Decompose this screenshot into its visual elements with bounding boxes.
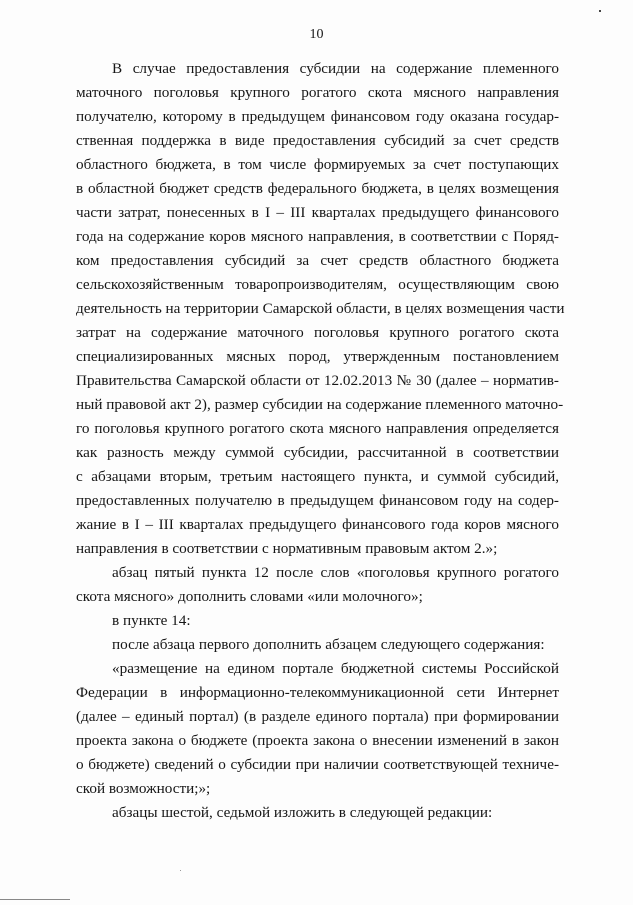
- text-line: деятельность на территории Самарской области, в целях возмещения части: [76, 300, 565, 317]
- text-line: в областной бюджет средств федерального бюджета, в целях возмещения: [76, 180, 559, 197]
- text-line: скота мясного» дополнить словами «или молочного»;: [76, 588, 423, 605]
- text-line: «размещение на едином портале бюджетной системы Российской: [112, 660, 559, 677]
- text-line: затрат на содержание маточного поголовья крупного рогатого скота: [76, 324, 559, 341]
- text-line: направления в соответствии с нормативным правовым актом 2.»;: [76, 540, 498, 557]
- text-line: года на содержание коров мясного направления, в соответствии с Поряд-: [76, 228, 559, 245]
- text-line: как разность между суммой субсидии, рассчитанной в соответствии: [76, 444, 559, 461]
- text-line: го поголовья крупного рогатого скота мясного направления определяется: [76, 420, 559, 437]
- text-line: ственная поддержка в виде предоставления субсидий за счет средств: [76, 132, 559, 149]
- text-line: В случае предоставления субсидии на содержание племенного: [112, 60, 559, 77]
- scan-edge-line: [0, 899, 70, 900]
- text-line: предоставленных получателю в предыдущем финансовом году на содер-: [76, 492, 559, 509]
- text-line: жание в I – III кварталах предыдущего финансового года коров мясного: [76, 516, 559, 533]
- text-line: (далее – единый портал) (в разделе единого портала) при формировании: [76, 708, 559, 725]
- text-line: о бюджете) сведений о субсидии при наличии соответствующей техниче-: [76, 756, 559, 773]
- text-line: Правительства Самарской области от 12.02.2013 № 30 (далее – норматив-: [76, 372, 559, 389]
- text-line: после абзаца первого дополнить абзацем следующего содержания:: [112, 636, 545, 653]
- text-line: областного бюджета, в том числе формируемых за счет поступающих: [76, 156, 559, 173]
- text-line: получателю, которому в предыдущем финансовом году оказана государ-: [76, 108, 559, 125]
- text-line: специализированных мясных пород, утвержденным постановлением: [76, 348, 559, 365]
- text-line: Федерации в информационно-телекоммуникационной сети Интернет: [76, 684, 559, 701]
- text-line: абзацы шестой, седьмой изложить в следующей редакции:: [112, 804, 493, 821]
- text-line: ком предоставления субсидий за счет средств областного бюджета: [76, 252, 559, 269]
- text-line: проекта закона о бюджете (проекта закона о внесении изменений в закон: [76, 732, 559, 749]
- text-line: части затрат, понесенных в I – III кварталах предыдущего финансового: [76, 204, 559, 221]
- text-line: маточного поголовья крупного рогатого скота мясного направления: [76, 84, 559, 101]
- scan-speck: [180, 870, 181, 871]
- scan-mark: [599, 10, 601, 12]
- text-line: в пункте 14:: [112, 612, 191, 629]
- text-line: ный правовой акт 2), размер субсидии на содержание племенного маточно-: [76, 396, 564, 413]
- page-number: 10: [309, 27, 324, 42]
- text-line: сельскохозяйственным товаропроизводителям, осуществляющим свою: [76, 276, 559, 293]
- text-line: ской возможности;»;: [76, 780, 211, 797]
- text-line: абзац пятый пункта 12 после слов «поголовья крупного рогатого: [112, 564, 559, 581]
- text-line: с абзацами вторым, третьим настоящего пункта, и суммой субсидий,: [76, 468, 559, 485]
